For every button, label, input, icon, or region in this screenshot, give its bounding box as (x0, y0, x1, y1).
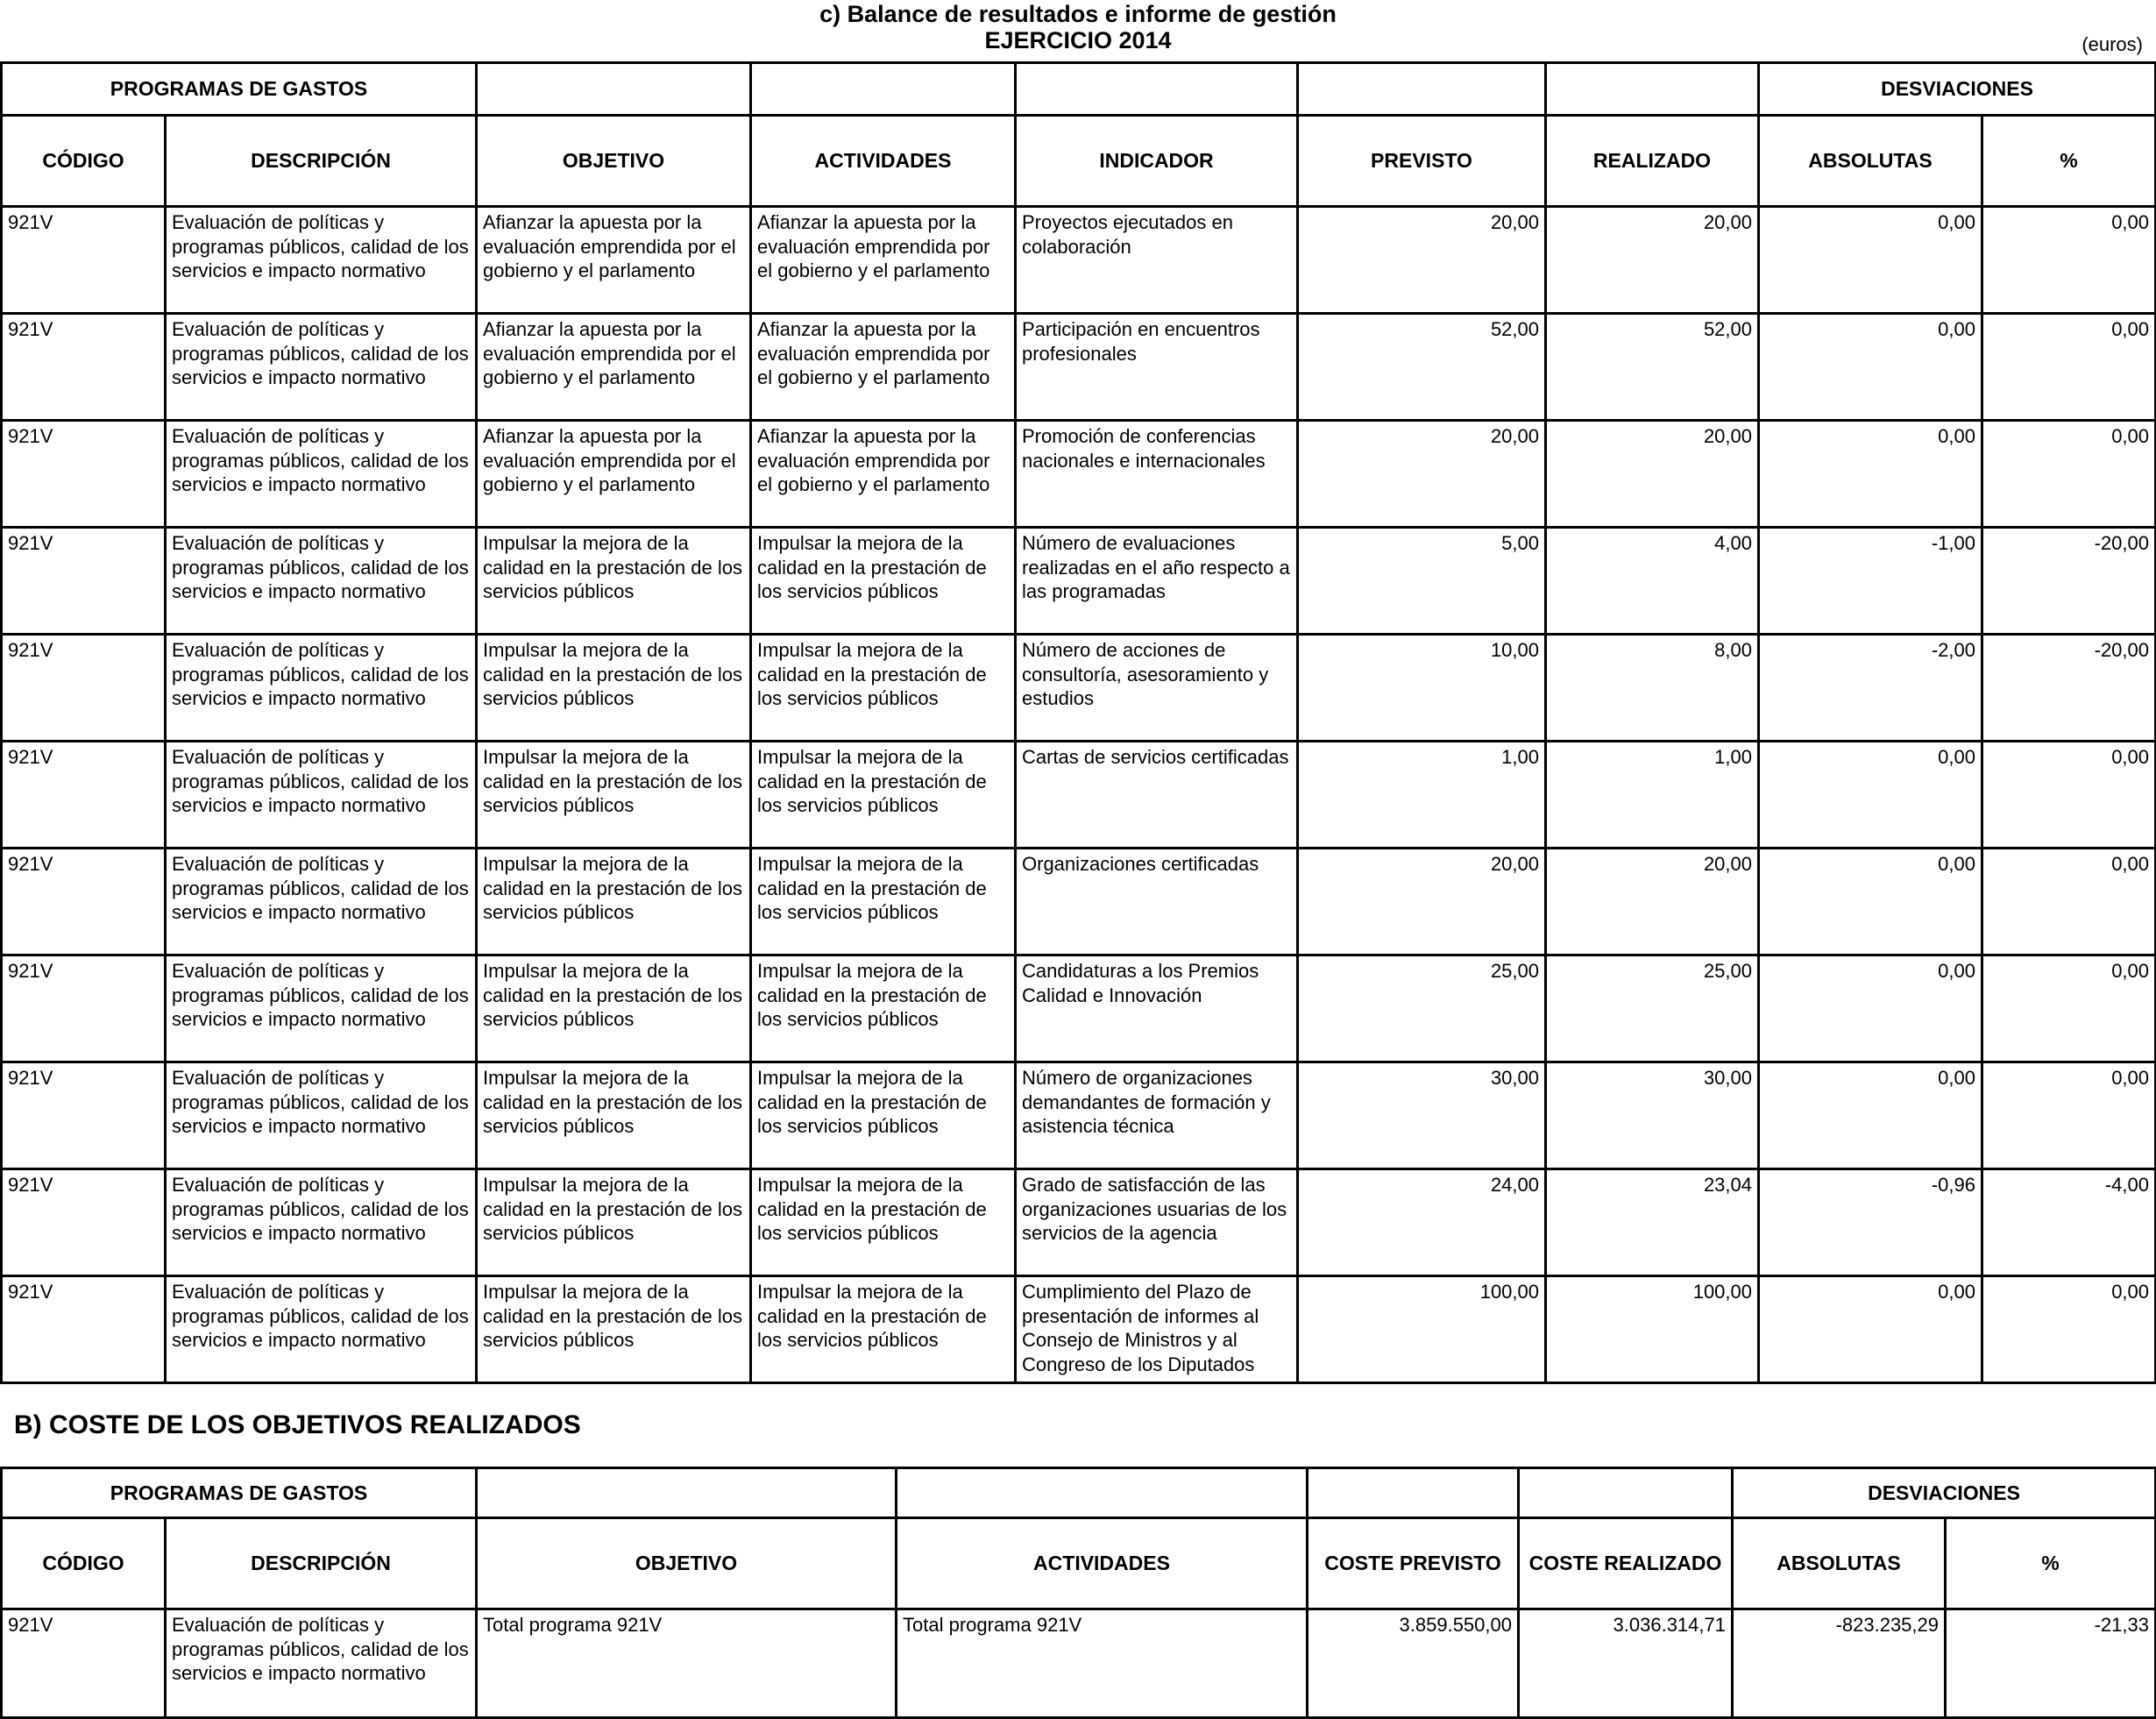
cell-indicador: Organizaciones certificadas (1016, 849, 1298, 955)
column-header: DESCRIPCIÓN (166, 116, 477, 207)
table-row (2, 849, 2156, 955)
cell-objetivo: Impulsar la mejora de la calidad en la prestación de los servicios públicos (477, 1062, 751, 1169)
cell-indicador: Grado de satisfacción de las organizaciones usuarias de los servicios de la agencia (1016, 1169, 1298, 1276)
column-header: % (1946, 1518, 2156, 1609)
cell-previsto: 24,00 (1298, 1169, 1546, 1276)
cell-realizado: 100,00 (1546, 1276, 1759, 1383)
cell-codigo: 921V (2, 1062, 166, 1169)
cell-actividades: Impulsar la mejora de la calidad en la prestación de los servicios públicos (751, 1062, 1016, 1169)
programas-header: PROGRAMAS DE GASTOS (2, 63, 477, 116)
cell-pct: -20,00 (1982, 528, 2156, 635)
cell-previsto: 100,00 (1298, 1276, 1546, 1383)
cell-codigo: 921V (2, 742, 166, 849)
cell-objetivo: Impulsar la mejora de la calidad en la prestación de los servicios públicos (477, 1169, 751, 1276)
cell-descripcion: Evaluación de políticas y programas públicos, calidad de los servicios e impacto normativo (166, 1276, 477, 1383)
cell-realizado: 4,00 (1546, 528, 1759, 635)
cell-indicador: Cartas de servicios certificadas (1016, 742, 1298, 849)
cell-pct: 0,00 (1982, 742, 2156, 849)
cell-actividades: Afianzar la apuesta por la evaluación emprendida por el gobierno y el parlamento (751, 314, 1016, 421)
cell-objetivo: Impulsar la mejora de la calidad en la prestación de los servicios públicos (477, 955, 751, 1062)
cell-actividades: Impulsar la mejora de la calidad en la prestación de los servicios públicos (751, 528, 1016, 635)
cell-realizado: 30,00 (1546, 1062, 1759, 1169)
cell-objetivo: Afianzar la apuesta por la evaluación emprendida por el gobierno y el parlamento (477, 314, 751, 421)
cell-previsto: 20,00 (1298, 207, 1546, 314)
cell-actividades: Impulsar la mejora de la calidad en la prestación de los servicios públicos (751, 849, 1016, 955)
column-header: COSTE REALIZADO (1519, 1518, 1733, 1609)
table-row (2, 207, 2156, 314)
cell-absolutas: -0,96 (1759, 1169, 1982, 1276)
column-header: ACTIVIDADES (897, 1518, 1308, 1609)
currency-unit: (euros) (2082, 33, 2143, 55)
cell-indicador: Número de organizaciones demandantes de formación y asistencia técnica (1016, 1062, 1298, 1169)
cell-pct: -4,00 (1982, 1169, 2156, 1276)
cell-objetivo: Afianzar la apuesta por la evaluación emprendida por el gobierno y el parlamento (477, 207, 751, 314)
column-header-row (2, 116, 2156, 207)
cell-indicador: Número de acciones de consultoría, asesoramiento y estudios (1016, 635, 1298, 742)
cell-descripcion: Evaluación de políticas y programas públicos, calidad de los servicios e impacto normativo (166, 207, 477, 314)
cell-absolutas: 0,00 (1759, 314, 1982, 421)
empty-header-cell (1308, 1468, 1519, 1518)
cell-absolutas: 0,00 (1759, 1062, 1982, 1169)
group-header-row (2, 1468, 2156, 1518)
cell-absolutas: 0,00 (1759, 849, 1982, 955)
column-header: REALIZADO (1546, 116, 1759, 207)
cell-objetivo: Impulsar la mejora de la calidad en la prestación de los servicios públicos (477, 528, 751, 635)
cell-codigo: 921V (2, 314, 166, 421)
cell-codigo: 921V (2, 1609, 166, 1718)
cell-pct: -20,00 (1982, 635, 2156, 742)
report-title: c) Balance de resultados e informe de gestión (819, 1, 1337, 27)
cell-absolutas: -2,00 (1759, 635, 1982, 742)
cell-actividades: Impulsar la mejora de la calidad en la prestación de los servicios públicos (751, 1276, 1016, 1383)
cell-realizado: 8,00 (1546, 635, 1759, 742)
empty-header-cell (477, 1468, 897, 1518)
cell-codigo: 921V (2, 955, 166, 1062)
cell-descripcion: Evaluación de políticas y programas públicos, calidad de los servicios e impacto normativo (166, 1169, 477, 1276)
column-header: INDICADOR (1016, 116, 1298, 207)
cell-objetivo: Impulsar la mejora de la calidad en la prestación de los servicios públicos (477, 849, 751, 955)
cell-descripcion: Evaluación de políticas y programas públicos, calidad de los servicios e impacto normativo (166, 955, 477, 1062)
cell-indicador: Cumplimiento del Plazo de presentación de informes al Consejo de Ministros y al Congreso de los Diputados (1016, 1276, 1298, 1383)
cell-indicador: Proyectos ejecutados en colaboración (1016, 207, 1298, 314)
cell-objetivo: Total programa 921V (477, 1609, 897, 1718)
empty-header-cell (1298, 63, 1546, 116)
desviaciones-header: DESVIACIONES (1733, 1468, 2156, 1518)
cell-codigo: 921V (2, 1276, 166, 1383)
report-year: EJERCICIO 2014 (984, 27, 1172, 53)
cell-objetivo: Impulsar la mejora de la calidad en la prestación de los servicios públicos (477, 742, 751, 849)
cell-absolutas: 0,00 (1759, 207, 1982, 314)
column-header: % (1982, 116, 2156, 207)
section-b-title: B) COSTE DE LOS OBJETIVOS REALIZADOS (14, 1410, 581, 1439)
cell-actividades: Impulsar la mejora de la calidad en la prestación de los servicios públicos (751, 955, 1016, 1062)
cell-previsto: 10,00 (1298, 635, 1546, 742)
cell-coste-realizado: 3.036.314,71 (1519, 1609, 1733, 1718)
cell-pct: 0,00 (1982, 849, 2156, 955)
cell-codigo: 921V (2, 1169, 166, 1276)
cell-realizado: 1,00 (1546, 742, 1759, 849)
cell-realizado: 52,00 (1546, 314, 1759, 421)
column-header-row (2, 1518, 2156, 1609)
column-header: COSTE PREVISTO (1308, 1518, 1519, 1609)
column-header: CÓDIGO (2, 1518, 166, 1609)
cell-codigo: 921V (2, 635, 166, 742)
cell-descripcion: Evaluación de políticas y programas públicos, calidad de los servicios e impacto normativo (166, 528, 477, 635)
cell-actividades: Total programa 921V (897, 1609, 1308, 1718)
cell-pct: 0,00 (1982, 314, 2156, 421)
table-row (2, 528, 2156, 635)
desviaciones-header: DESVIACIONES (1759, 63, 2156, 116)
cell-indicador: Participación en encuentros profesionales (1016, 314, 1298, 421)
column-header: ABSOLUTAS (1733, 1518, 1946, 1609)
cell-pct: 0,00 (1982, 1276, 2156, 1383)
cell-descripcion: Evaluación de políticas y programas públicos, calidad de los servicios e impacto normativo (166, 1609, 477, 1718)
column-header: DESCRIPCIÓN (166, 1518, 477, 1609)
cell-actividades: Afianzar la apuesta por la evaluación emprendida por el gobierno y el parlamento (751, 207, 1016, 314)
cell-descripcion: Evaluación de políticas y programas públicos, calidad de los servicios e impacto normativo (166, 742, 477, 849)
cell-codigo: 921V (2, 421, 166, 528)
cell-indicador: Candidaturas a los Premios Calidad e Innovación (1016, 955, 1298, 1062)
cell-indicador: Promoción de conferencias nacionales e internacionales (1016, 421, 1298, 528)
cell-pct: 0,00 (1982, 955, 2156, 1062)
cell-indicador: Número de evaluaciones realizadas en el año respecto a las programadas (1016, 528, 1298, 635)
cell-realizado: 20,00 (1546, 421, 1759, 528)
cost-table (0, 1467, 2156, 1719)
cell-codigo: 921V (2, 528, 166, 635)
cell-realizado: 23,04 (1546, 1169, 1759, 1276)
empty-header-cell (1546, 63, 1759, 116)
cell-codigo: 921V (2, 207, 166, 314)
column-header: CÓDIGO (2, 116, 166, 207)
cell-objetivo: Impulsar la mejora de la calidad en la prestación de los servicios públicos (477, 635, 751, 742)
cell-actividades: Impulsar la mejora de la calidad en la prestación de los servicios públicos (751, 635, 1016, 742)
empty-header-cell (751, 63, 1016, 116)
cell-absolutas: 0,00 (1759, 421, 1982, 528)
cell-descripcion: Evaluación de políticas y programas públicos, calidad de los servicios e impacto normativo (166, 849, 477, 955)
empty-header-cell (1016, 63, 1298, 116)
results-table (0, 61, 2156, 1384)
cell-previsto: 5,00 (1298, 528, 1546, 635)
table-row (2, 1276, 2156, 1383)
cell-actividades: Impulsar la mejora de la calidad en la prestación de los servicios públicos (751, 742, 1016, 849)
empty-header-cell (897, 1468, 1308, 1518)
cell-pct: -21,33 (1946, 1609, 2156, 1718)
empty-header-cell (477, 63, 751, 116)
table-row (2, 1609, 2156, 1718)
table-row (2, 742, 2156, 849)
cell-descripcion: Evaluación de políticas y programas públicos, calidad de los servicios e impacto normativo (166, 1062, 477, 1169)
cell-realizado: 25,00 (1546, 955, 1759, 1062)
cell-absolutas: 0,00 (1759, 1276, 1982, 1383)
cell-absolutas: 0,00 (1759, 955, 1982, 1062)
cell-codigo: 921V (2, 849, 166, 955)
cell-previsto: 30,00 (1298, 1062, 1546, 1169)
cell-absolutas: 0,00 (1759, 742, 1982, 849)
cell-objetivo: Impulsar la mejora de la calidad en la prestación de los servicios públicos (477, 1276, 751, 1383)
table-row (2, 314, 2156, 421)
group-header-row (2, 63, 2156, 116)
cell-previsto: 25,00 (1298, 955, 1546, 1062)
empty-header-cell (1519, 1468, 1733, 1518)
cell-previsto: 20,00 (1298, 421, 1546, 528)
table-row (2, 635, 2156, 742)
cell-realizado: 20,00 (1546, 849, 1759, 955)
cell-descripcion: Evaluación de políticas y programas públicos, calidad de los servicios e impacto normativo (166, 421, 477, 528)
cell-previsto: 20,00 (1298, 849, 1546, 955)
cell-absolutas: -1,00 (1759, 528, 1982, 635)
cell-pct: 0,00 (1982, 421, 2156, 528)
cell-actividades: Impulsar la mejora de la calidad en la prestación de los servicios públicos (751, 1169, 1016, 1276)
cell-realizado: 20,00 (1546, 207, 1759, 314)
table-row (2, 955, 2156, 1062)
cell-descripcion: Evaluación de políticas y programas públicos, calidad de los servicios e impacto normativo (166, 314, 477, 421)
column-header: OBJETIVO (477, 116, 751, 207)
cell-pct: 0,00 (1982, 207, 2156, 314)
cell-actividades: Afianzar la apuesta por la evaluación emprendida por el gobierno y el parlamento (751, 421, 1016, 528)
table-row (2, 1169, 2156, 1276)
column-header: ACTIVIDADES (751, 116, 1016, 207)
column-header: ABSOLUTAS (1759, 116, 1982, 207)
cell-previsto: 1,00 (1298, 742, 1546, 849)
cell-objetivo: Afianzar la apuesta por la evaluación emprendida por el gobierno y el parlamento (477, 421, 751, 528)
column-header: OBJETIVO (477, 1518, 897, 1609)
table-row (2, 1062, 2156, 1169)
cell-descripcion: Evaluación de políticas y programas públicos, calidad de los servicios e impacto normativo (166, 635, 477, 742)
column-header: PREVISTO (1298, 116, 1546, 207)
programas-header: PROGRAMAS DE GASTOS (2, 1468, 477, 1518)
cell-pct: 0,00 (1982, 1062, 2156, 1169)
cell-absolutas: -823.235,29 (1733, 1609, 1946, 1718)
cell-coste-previsto: 3.859.550,00 (1308, 1609, 1519, 1718)
table-row (2, 421, 2156, 528)
cell-previsto: 52,00 (1298, 314, 1546, 421)
